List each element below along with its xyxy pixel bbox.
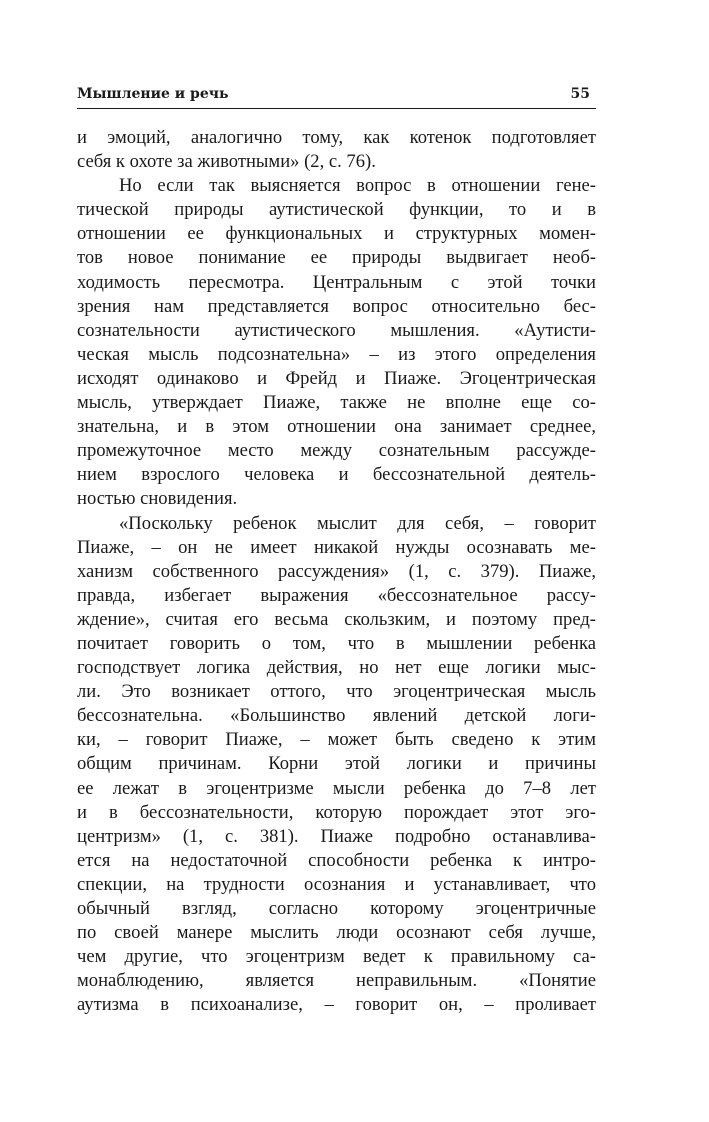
text-line: тов новое понимание ее природы выдвигает необ-: [77, 247, 596, 269]
text-line: аутизма в психоанализе, – говорит он, – проливает: [77, 994, 596, 1016]
text-line: общим причинам. Корни этой логики и причины: [77, 753, 596, 775]
text-line: Пиаже, – он не имеет никакой нужды осознавать ме-: [77, 536, 596, 558]
text-line: монаблюдению, является неправильным. «Понятие: [77, 970, 596, 992]
text-line: Но если так выясняется вопрос в отношении гене-: [119, 175, 596, 197]
running-header: [77, 84, 596, 109]
text-line: промежуточное место между сознательным рассужде-: [77, 440, 596, 462]
page-number: 55: [570, 86, 590, 102]
text-line: и эмоций, аналогично тому, как котенок подготовляет: [77, 127, 596, 148]
text-line: чем другие, что эгоцентризм ведет к правильному са-: [77, 946, 596, 968]
text-line: почитает говорить о том, что в мышлении ребенка: [77, 632, 596, 654]
chapter-title: Мышление и речь: [77, 86, 229, 102]
text-line: ли. Это возникает оттого, что эгоцентрическая мысль: [77, 681, 596, 703]
text-line: себя к охоте за животными» (2, с. 76).: [77, 151, 376, 173]
text-line: отношении ее функциональных и структурных момен-: [77, 223, 596, 245]
text-line: зрения нам представляется вопрос относительно бес-: [77, 295, 596, 317]
text-line: тической природы аутистической функции, то и в: [77, 199, 596, 221]
text-line: по своей манере мыслить люди осознают себя лучше,: [77, 922, 596, 944]
text-line: ческая мысль подсознательна» – из этого определения: [77, 343, 596, 365]
text-line: спекции, на трудности осознания и устанавливает, что: [77, 873, 596, 895]
text-line: господствует логика действия, но нет еще логики мыс-: [77, 657, 596, 679]
text-line: и в бессознательности, которую порождает этот эго-: [77, 801, 596, 823]
text-line: исходят одинаково и Фрейд и Пиаже. Эгоцентрическая: [77, 367, 596, 389]
text-line: сознательности аутистического мышления. «Аутисти-: [77, 319, 596, 341]
text-line: ханизм собственного рассуждения» (1, с. 379). Пиаже,: [77, 560, 596, 582]
text-line: ее лежат в эгоцентризме мысли ребенка до 7–8 лет: [77, 777, 596, 799]
text-line: ется на недостаточной способности ребенка к интро-: [77, 849, 596, 871]
text-line: нием взрослого человека и бессознательной деятель-: [77, 464, 596, 486]
text-line: «Поскольку ребенок мыслит для себя, – говорит: [119, 512, 596, 534]
text-line: ждение», считая его весьма скользким, и поэтому пред-: [77, 608, 596, 630]
text-line: мысль, утверждает Пиаже, также не вполне еще со-: [77, 392, 596, 414]
text-line: правда, избегает выражения «бессознательное рассу-: [77, 584, 596, 606]
text-line: бессознательна. «Большинство явлений детской логи-: [77, 705, 596, 727]
text-line: знательна, и в этом отношении она занимает среднее,: [77, 416, 596, 438]
body-text: [77, 126, 596, 1017]
text-line: центризм» (1, с. 381). Пиаже подробно останавлива-: [77, 825, 596, 847]
text-line: ки, – говорит Пиаже, – может быть сведено к этим: [77, 729, 596, 751]
text-line: обычный взгляд, согласно которому эгоцентричные: [77, 898, 596, 919]
text-line: ходимость пересмотра. Центральным с этой точки: [77, 271, 596, 293]
text-line: ностью сновидения.: [77, 488, 238, 510]
